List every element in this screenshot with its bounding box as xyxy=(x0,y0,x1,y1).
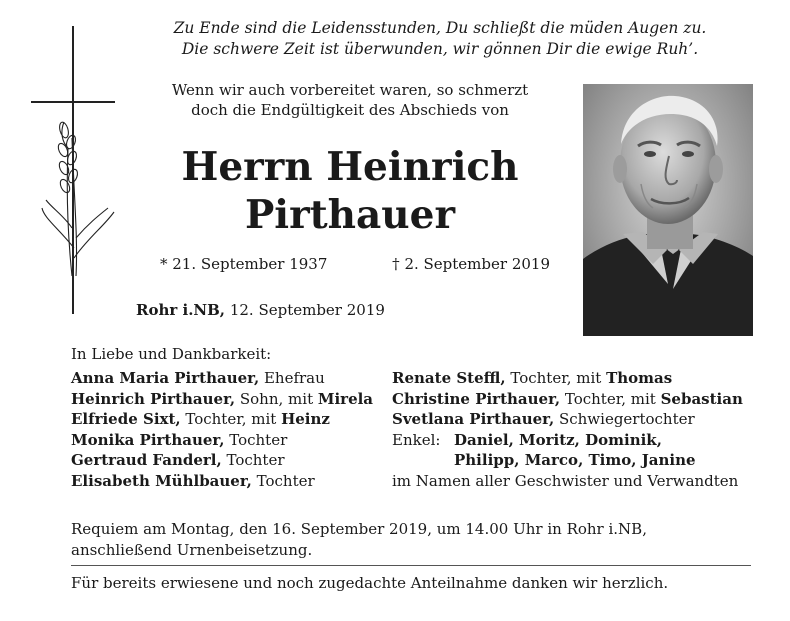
mourner-partner: Sebastian xyxy=(660,389,743,408)
grandchildren-label: Enkel: xyxy=(392,430,441,449)
mourner-row xyxy=(71,430,391,451)
mourner-partner: Heinz xyxy=(281,410,330,429)
mourner-row xyxy=(392,389,772,410)
mourner-relation: Tochter xyxy=(224,430,288,449)
mourner-relation: Tochter, mit xyxy=(505,369,607,387)
mourner-name: Svetlana Pirthauer, xyxy=(392,410,555,429)
thanks-text: Für bereits erwiesene und noch zugedachte Anteilnahme danken wir herzlich. xyxy=(71,574,669,592)
portrait-image xyxy=(583,84,753,336)
mourner-row xyxy=(392,409,772,430)
place: Rohr i.NB, xyxy=(136,301,226,319)
mourner-name: Gertraud Fanderl, xyxy=(71,451,222,470)
notice-date: 12. September 2019 xyxy=(225,301,385,319)
mourner-row xyxy=(71,450,391,471)
grandchildren-row xyxy=(392,430,772,451)
mourner-relation: Tochter xyxy=(251,471,315,490)
grandchildren-line-1: Daniel, Moritz, Dominik, xyxy=(454,430,662,449)
deceased-name-line-2: Pirthauer xyxy=(244,192,456,238)
grandchildren-row xyxy=(392,450,772,471)
mourner-name: Elisabeth Mühlbauer, xyxy=(71,471,252,490)
intro-line-2: doch die Endgültigkeit des Abschieds von xyxy=(191,101,509,119)
death-date: † 2. September 2019 xyxy=(392,255,550,273)
mourners-left-column xyxy=(71,368,391,492)
intro-text xyxy=(140,80,560,120)
poem xyxy=(110,18,770,60)
requiem-info xyxy=(71,519,761,561)
mourner-partner: Thomas xyxy=(606,369,673,387)
mourner-row xyxy=(71,409,391,430)
cross-bar xyxy=(31,101,115,103)
mourners-heading: In Liebe und Dankbarkeit: xyxy=(71,345,272,363)
poem-line-2: Die schwere Zeit ist überwunden, wir gönnen Dir die ewige Ruh’. xyxy=(181,40,699,58)
mourners-right-column xyxy=(392,368,772,492)
mourner-name: Renate Steffl, xyxy=(392,369,506,387)
mourner-relation: Sohn, mit xyxy=(235,389,318,408)
deceased-name-line-1: Herrn Heinrich xyxy=(181,144,519,190)
mourner-row xyxy=(71,368,391,389)
mourner-name: Anna Maria Pirthauer, xyxy=(71,369,260,387)
mourner-relation: Tochter, mit xyxy=(560,389,661,408)
place-date xyxy=(136,301,385,319)
intro-line-1: Wenn wir auch vorbereitet waren, so schmerzt xyxy=(171,81,529,99)
siblings-line: im Namen aller Geschwister und Verwandten xyxy=(392,471,739,490)
requiem-line-1: Requiem am Montag, den 16. September 2019, um 14.00 Uhr in Rohr i.NB, xyxy=(71,520,647,538)
mourner-relation: Tochter xyxy=(221,451,285,470)
mourner-relation: Schwiegertochter xyxy=(554,410,695,429)
mourner-relation: Tochter, mit xyxy=(180,410,282,429)
birth-date: * 21. September 1937 xyxy=(160,255,328,273)
poem-line-1: Zu Ende sind die Leidensstunden, Du schließt die müden Augen zu. xyxy=(173,19,707,37)
wheat-icon xyxy=(38,108,118,278)
grandchildren-line-2: Philipp, Marco, Timo, Janine xyxy=(454,451,696,470)
deceased-name xyxy=(130,143,570,239)
mourner-name: Heinrich Pirthauer, xyxy=(71,389,236,408)
mourner-name: Christine Pirthauer, xyxy=(392,389,561,408)
mourner-row xyxy=(392,368,772,389)
mourner-name: Elfriede Sixt, xyxy=(71,410,181,429)
mourner-row xyxy=(71,471,391,492)
requiem-line-2: anschließend Urnenbeisetzung. xyxy=(71,541,313,559)
mourner-partner: Mirela xyxy=(317,389,374,408)
mourner-row xyxy=(71,389,391,410)
life-dates xyxy=(160,255,550,273)
mourner-relation: Ehefrau xyxy=(259,369,325,387)
portrait-photo xyxy=(583,84,753,336)
divider xyxy=(71,565,751,566)
mourner-name: Monika Pirthauer, xyxy=(71,430,225,449)
